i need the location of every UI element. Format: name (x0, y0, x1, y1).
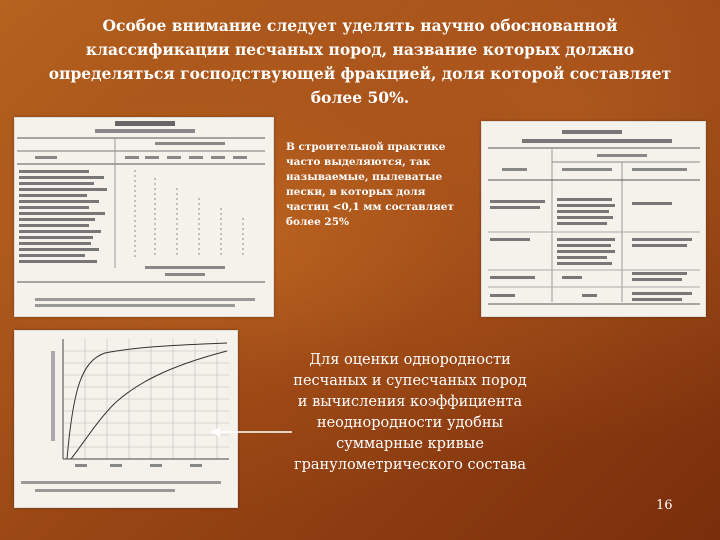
table-left-drawing (15, 118, 273, 316)
note-cumulative-curves: Для оценки однородности песчаных и супесчаных пород и вычисления коэффициента неоднородности удобны суммарные кривые гранулометрического состава (293, 352, 527, 473)
cumulative-curve-scan-image (14, 330, 238, 508)
left-arrow-icon (210, 426, 292, 438)
cumulative-curve-drawing (15, 331, 237, 507)
table-left-scan-image (14, 117, 274, 317)
table-right-drawing (482, 122, 705, 316)
note-silty-sands: В строительной практике часто выделяются, так называемые, пылеватые пески, в которых доля частиц <0,1 мм составляет более 25% (286, 141, 454, 228)
slide-title: Особое внимание следует уделять научно обоснованной классификации песчаных пород, название которых должно определяться господствующей фракцией, доля которой составляет более 50%. (48, 16, 672, 107)
table-right-scan-image (481, 121, 706, 317)
page-number: 16 (656, 498, 673, 513)
